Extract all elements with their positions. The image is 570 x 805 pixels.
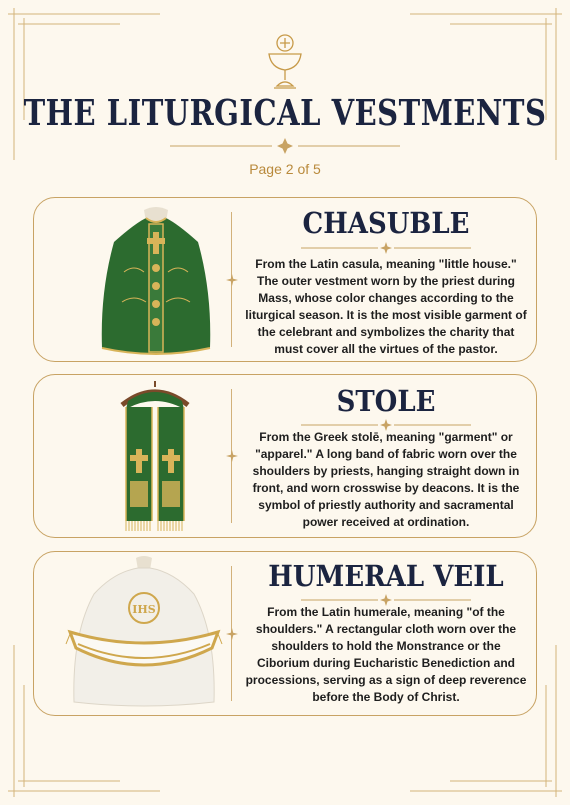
sparkle-icon: [226, 450, 238, 462]
sparkle-icon: [226, 274, 238, 286]
title-divider: [301, 242, 471, 254]
vestment-title: CHASUBLE: [302, 207, 470, 241]
vestment-card-chasuble: [33, 197, 537, 362]
page-indicator: Page 2 of 5: [249, 161, 321, 177]
vestment-title: HUMERAL VEIL: [268, 560, 504, 594]
title-divider: [170, 136, 400, 156]
vestment-title: STOLE: [336, 385, 436, 419]
vestment-description: From the Latin humerale, meaning "of the shoulders." A rectangular cloth worn over the shoulders to hold the Monstrance or the Ciborium during Eucharistic Benediction and processions, serving as a sign of deep reverence before the Body of Christ.: [245, 605, 527, 704]
chasuble-image: [94, 202, 218, 358]
vestment-card-stole: [33, 374, 537, 538]
svg-text:IHS: IHS: [132, 603, 156, 616]
chalice-icon: [265, 30, 305, 92]
vestment-card-humeral-veil: [33, 551, 537, 716]
stole-image: [92, 379, 218, 535]
vestment-description: From the Greek stolē, meaning "garment" or "apparel." A long band of fabric worn over the shoulders by priests, hanging straight down in front, and worn crosswise by deacons. It is the symbol of priestly authority and sacramental power received at ordination.: [252, 430, 520, 529]
sparkle-icon: [226, 628, 238, 640]
humeral-veil-image: [64, 554, 224, 712]
page-title: THE LITURGICAL VESTMENTS: [23, 92, 547, 134]
vestment-description: From the Latin casula, meaning "little house." The outer vestment worn by the priest during Mass, whose color changes according to the liturgical season. It is the most visible garment of the celebrant and symbolizes the charity that must cover all the virtues of the pastor.: [245, 257, 527, 356]
